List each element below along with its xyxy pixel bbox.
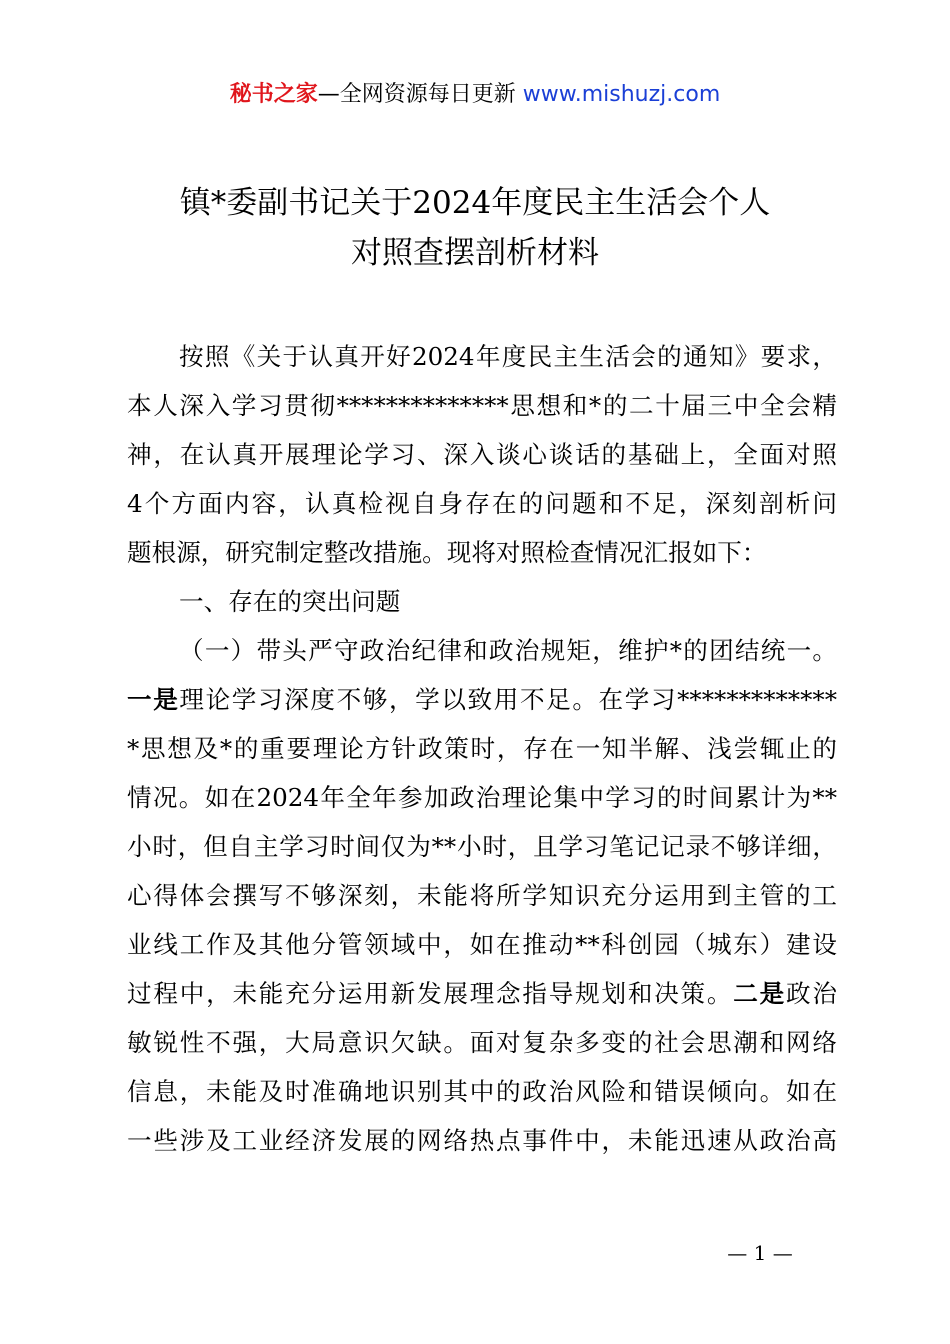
brand-name: 秘书之家 bbox=[229, 82, 318, 107]
paragraph-line: *思想及*的重要理论方针政策时，存在一知半解、浅尝辄止的 bbox=[127, 734, 837, 763]
paragraph-line: 业线工作及其他分管领域中，如在推动**科创园（城东）建设 bbox=[127, 930, 837, 959]
paragraph-line: 4个方面内容，认真检视自身存在的问题和不足，深刻剖析问 bbox=[127, 489, 837, 518]
title-line-2: 对照查摆剖析材料 bbox=[351, 235, 599, 271]
page-number: — 1 — bbox=[727, 1241, 793, 1265]
paragraph-line: 敏锐性不强，大局意识欠缺。面对复杂多变的社会思潮和网络 bbox=[127, 1028, 837, 1057]
paragraph-line: 题根源，研究制定整改措施。现将对照检查情况汇报如下： bbox=[127, 538, 767, 567]
paragraph-line: 按照《关于认真开好2024年度民主生活会的通知》要求， bbox=[179, 342, 837, 371]
paragraph-line: 一些涉及工业经济发展的网络热点事件中，未能迅速从政治高 bbox=[127, 1126, 837, 1155]
section-heading: 一、存在的突出问题 bbox=[179, 587, 401, 616]
paragraph-line: 情况。如在2024年全年参加政治理论集中学习的时间累计为** bbox=[127, 783, 837, 812]
subsection-heading: （一）带头严守政治纪律和政治规矩，维护*的团结统一。 bbox=[179, 636, 837, 665]
document-title bbox=[0, 178, 950, 278]
paragraph-line: 小时，但自主学习时间仅为**小时，且学习笔记记录不够详细， bbox=[127, 832, 837, 861]
paragraph-line: 神，在认真开展理论学习、深入谈心谈话的基础上，全面对照 bbox=[127, 440, 837, 469]
paragraph-line: 本人深入学习贯彻**************思想和*的二十届三中全会精 bbox=[127, 391, 837, 420]
document-body bbox=[127, 332, 837, 1165]
paragraph-line bbox=[127, 675, 837, 724]
header-banner bbox=[0, 80, 950, 110]
paragraph-text: 理论学习深度不够，学以致用不足。在学习************* bbox=[179, 685, 837, 714]
paragraph-text: 过程中，未能充分运用新发展理念指导规划和决策。 bbox=[127, 979, 734, 1008]
title-line-1: 镇*委副书记关于2024年度民主生活会个人 bbox=[179, 185, 771, 221]
emphasis-marker: 一是 bbox=[127, 685, 180, 714]
paragraph-line bbox=[127, 969, 837, 1018]
paragraph-line: 信息，未能及时准确地识别其中的政治风险和错误倾向。如在 bbox=[127, 1077, 837, 1106]
paragraph-line: 心得体会撰写不够深刻，未能将所学知识充分运用到主管的工 bbox=[127, 881, 837, 910]
site-url-link[interactable]: www.mishuzj.com bbox=[522, 82, 721, 107]
paragraph-text: 政治 bbox=[786, 979, 837, 1008]
emphasis-marker: 二是 bbox=[733, 979, 787, 1008]
header-tagline: —全网资源每日更新 bbox=[317, 82, 523, 107]
